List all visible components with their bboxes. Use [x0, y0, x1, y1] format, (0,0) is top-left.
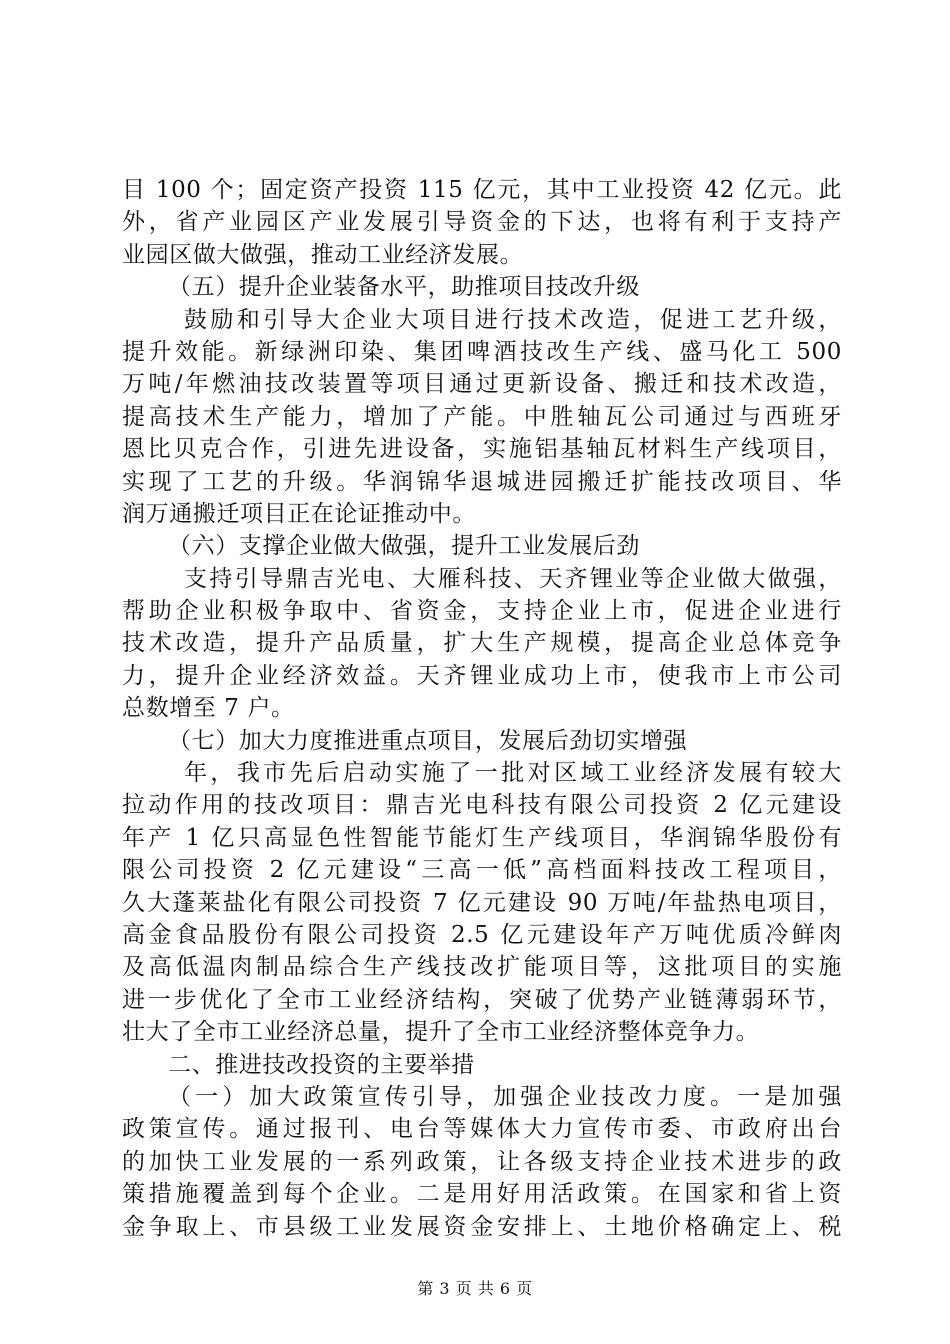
text-line: 及高低温肉制品综合生产线技改扩能项目等，这批项目的实施 [122, 954, 842, 981]
text-line: 策措施覆盖到每个企业。二是用好用活政策。在国家和省上资 [122, 1181, 842, 1208]
text-line: 久大蓬莱盐化有限公司投资 7 亿元建设 90 万吨/年盐热电项目， [122, 889, 842, 916]
text-line: 万吨/年燃油技改装置等项目通过更新设备、搬迁和技术改造， [122, 371, 842, 398]
text-line: 进一步优化了全市工业经济结构，突破了优势产业链薄弱环节， [122, 986, 842, 1013]
text-line: 限公司投资 2 亿元建设“三高一低”高档面料技改工程项目， [122, 857, 842, 884]
text-line: 年产 1 亿只高显色性智能节能灯生产线项目，华润锦华股份有 [122, 824, 842, 851]
text-line: 目 100 个；固定资产投资 115 亿元，其中工业投资 42 亿元。此 [122, 177, 842, 203]
text-line: 鼓励和引导大企业大项目进行技术改造，促进工艺升级， [184, 306, 842, 333]
text-line: 总数增至 7 户。 [122, 695, 295, 722]
page-footer: 第 3 页 共 6 页 [417, 1279, 533, 1298]
text-line: （六）支撑企业做大做强，提升工业发展后劲 [168, 533, 640, 560]
text-line: 润万通搬迁项目正在论证推动中。 [122, 500, 476, 527]
text-line: 的加快工业发展的一系列政策，让各级支持企业技术进步的政 [122, 1148, 842, 1175]
text-line: （七）加大力度推进重点项目，发展后劲切实增强 [168, 727, 688, 754]
text-line: 提高技术生产能力，增加了产能。中胜轴瓦公司通过与西班牙 [122, 403, 842, 430]
text-line: 高金食品股份有限公司投资 2.5 亿元建设年产万吨优质冷鲜肉 [122, 921, 842, 948]
text-line: 金争取上、市县级工业发展资金安排上、土地价格确定上、税 [122, 1213, 842, 1240]
text-line: （一）加大政策宣传引导，加强企业技改力度。一是加强 [168, 1083, 842, 1110]
text-line: 政策宣传。通过报刊、电台等媒体大力宣传市委、市政府出台 [122, 1116, 842, 1143]
text-line: 壮大了全市工业经济总量，提升了全市工业经济整体竞争力。 [122, 1019, 760, 1046]
text-line: 恩比贝克合作，引进先进设备，实施铝基轴瓦材料生产线项目， [122, 436, 842, 463]
text-line: 拉动作用的技改项目：鼎吉光电科技有限公司投资 2 亿元建设 [122, 792, 842, 819]
text-line: 技术改造，提升产品质量，扩大生产规模，提高企业总体竞争 [122, 630, 842, 657]
text-line: 力，提升企业经济效益。天齐锂业成功上市，使我市上市公司 [122, 662, 842, 689]
text-line: 提升效能。新绿洲印染、集团啤酒技改生产线、盛马化工 500 [122, 338, 842, 365]
document-body [122, 174, 842, 1243]
text-line: 二、推进技改投资的主要举措 [168, 1051, 475, 1078]
text-line: 帮助企业积极争取中、省资金，支持企业上市，促进企业进行 [122, 598, 842, 625]
text-line: （五）提升企业装备水平，助推项目技改升级 [168, 274, 640, 301]
text-line: 业园区做大做强，推动工业经济发展。 [122, 241, 524, 268]
text-line: 外，省产业园区产业发展引导资金的下达，也将有利于支持产 [122, 209, 842, 236]
text-line: 支持引导鼎吉光电、大雁科技、天齐锂业等企业做大做强， [184, 565, 842, 592]
text-line: 年，我市先后启动实施了一批对区域工业经济发展有较大 [184, 760, 842, 787]
text-line: 实现了工艺的升级。华润锦华退城进园搬迁扩能技改项目、华 [122, 468, 842, 495]
